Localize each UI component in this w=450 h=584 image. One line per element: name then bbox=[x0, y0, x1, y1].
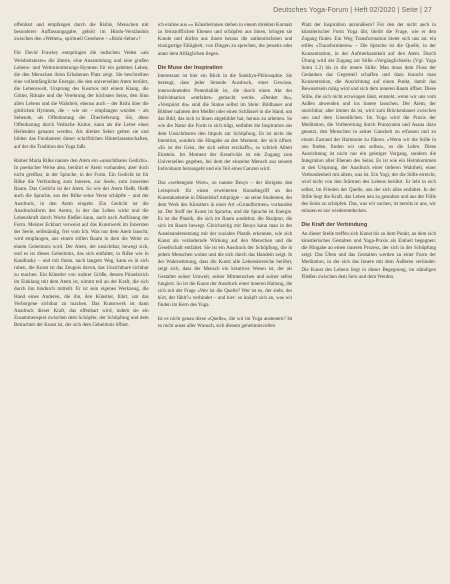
paragraph: Für David Frawley entspringen die indischen Veden »als Weisheitstexte« die älteste, eine Ansammlung und eine großen Lebens- und Weltorientierungs-Hymnen für ein gelebtes Leben, die den Menschen ihren Erhabenen Platz zeigt. Sie beschreiben eine vollumfängliche Energie, die den universellen Atem berührt, die Lebenswelt, Ursprung des Kosmos mit einem Klang, die Götter, Rituale und die Verehrung der höchsten Seins, den Sinn allen Lebens und die Wahrheit, ebenso auch – der Rishi über die göttlichen Hymnen, die – wie sie – empfangen wurden – als Sehende, als Offenbarung der Überlieferung. Sie, diese Offenbarung durch Vedische Kultur, kann als die Leiter eines Heilenden genannt werden. Als direkte Seher gelten sie und bilden das Fundament dieser schriftlichen Hinterlassenschaften, auf der die Tradition des Yoga fußt. bbox=[14, 50, 149, 150]
paragraph: offenbart und empfangen durch die Rishis, Menschen mit besonderer Auffassungsgabe, gehört im Hindu-Verständnis zwischen den »Welten«, spirituell Gesehene – »Rishi-Seher«? bbox=[14, 22, 149, 43]
paragraph: Rainer Maria Rilke nannte den Atem ein »unsichtbares Gedicht«. In poetischer Weise also, berührt er Atem vorhanden, aber doch nicht greifbar, in der Sprache, in der Form. Ein Gedicht ist für Rilke die Verbindung zum Inneren, zur Seele, zum innersten Raum. Das Gedicht ist der Atem. So wie der Atem fließt, fließt auch die Sprache, aus der Rilke seine Verse schöpfte – und der Ausdruck, in den Atem eingeht. Ein Gedicht ist die Ausdrucksform des Atems, in der das Leben wirkt und die Lebenskraft durch Worte fließen kann, auch nach Auflösung der Form. Meister Eckhart verweist auf das Kunstwerk im Innersten der Seele, selbständig, frei vom Ich. Was nur dem Atem lauscht, wird empfangen, aus einem stillen Raum in dem die Weite zu einem Geheimnis wird. Der Atem, der unsichtbar, bewegt sich, und es ist dieses Geheimnis, das sich entfaltet, in Rilke wie in Kandinsky – und mit ihnen, nach langem Weg, kann es in sich ruhen, die Kunst ist das Zeugnis davon, das Unsichtbare sichtbar zu machen. Ein Künstler von wahrer Größe, dessen Pinselstrich im Einklang mit dem Atem ist, nimmt teil an der Kraft, die sich durch ihn hindurch mitteilt. Er ist sein eigenes Werkzeug, die Hand eines Anderen, die ihn, den Künstler, führt, um das Verborgene sichtbar zu machen. Das Kunstwerk ist dann Ausdruck dieser Kraft, das offenbart wird, indem sie ein Zusammenspiel zwischen dem Schöpfer, der Schöpfung und dem Betrachter der Kunst ist, der sich dem Geheimnis öffnet. bbox=[14, 157, 149, 329]
paragraph: ich erahne aus »« Künstlerinnen stehen in einem direkten Kontakt zu feinstofflichen Ebenen und schöpfen aus ihnen, bringen sie Kunde und dürfen aus ihnen heraus die authentischsten und einzigartige Fähigkeit, von Dingen zu sprechen, die jenseits oder unter dem Alltäglichen liegen. bbox=[157, 22, 293, 57]
paragraph: An dieser Stelle treffen sich Kunst bis zu dem Punkt, an dem sich künstlerisches Gestalten und Yoga-Praxis als Einheit begegnen: die Hingabe an einen inneren Prozess, der sich in der Schöpfung zeigt. Das Üben und das Gestalten werden zu einer Form der Meditation, in der sich das Innere mit dem Äußeren verbindet. Die Kunst des Lebens liegt in dieser Begegnung, im ständigen Fließen zwischen dem Sein und dem Werden. bbox=[301, 230, 437, 280]
paragraph: Das »weltengute Wort«, so nannte Beuys – der übrigens den Leitspruch für einen erweiterten Kunstbegriff an der Kunstakademie in Düsseldorf mitprägte – an seine Studenten, der dem Werk des Künstlers in einer Art »Grundformen« vorhanden ist. Der Stoff der Kunst ist Sprache, und die Sprache ist Energie. Es ist die Plastik, die sich im Raum ausdehnt, die Skulptur, die sich im Raum bewegt. Gleichzeitig mit Beuys kann man in der Auseinandersetzung mit der sozialen Plastik erkennen, wie sich Kunst als verändernde Wirkung auf den Menschen und die Gesellschaft entfaltet. Sie ist ein Ausdruck der Schöpfung, die in jedem Menschen wohnt und die sich durch das Handeln zeigt. In der Wahrnehmung, dass die Kunst alle Lebensbereiche berührt, zeigt sich, dass der Mensch ein kreatives Wesen ist, der als Gestalter seiner Umwelt, seiner Mitmenschen und seiner selbst fungiert. So ist die Kunst der Ausdruck einer inneren Haltung, die sich mit der Frage »Wer ist die Quelle? Wer ist es, der sieht, der hört, der fühlt?« verbindet – und hier: so knüpft sich an, was wir finden im Kern des Yoga. bbox=[157, 180, 293, 309]
column-3 bbox=[301, 22, 436, 578]
column-1 bbox=[14, 22, 149, 578]
running-header: Deutsches Yoga-Forum | Heft 02/2020 | Seite | 27 bbox=[273, 7, 432, 14]
paragraph: Ist es nicht genau diese »Quelle«, die wir im Yoga ansteuern? Ist es nicht unser aller Wunsch, sich diesem geheimnisvollen bbox=[157, 316, 293, 330]
paragraph: Platz der Inspiration anzunähern? Für den der nicht auch in künstlerischer Form Yoga übt, bleibt die Frage, wie er den Zugang findet. Ein Weg Transformation bietet sich uns an: ein stilles »Transformieren« – Die Sprache ist die Quelle, in der Konzentration, in der Aufmerksamkeit auf den Atem. Durch Übung wird der Zugang zur Stille »Vergänglichkeit« (Vgl. Yoga Sutra 1.2) bis in die innere Stille. Man muss dem Fluss der Gedanken das Gegenteil schaffen und dazu braucht man Konzentration, die Ausrichtung auf einen Punkt, damit das Bewusstsein ruhig wird und sich dem inneren Raum öffnet. Diese Stille, die sich nicht erzwingen lässt, entsteht, wenn wir uns vom Außen abwenden und ins Innere lauschen. Der Atem, der unsichtbar, aber immer da ist, wird zum Brückenbauer zwischen uns und dem Unendlichen. Im Yoga wird die Praxis der Meditation, die Vorbereitung durch Pranayama und Asana dazu genutzt, den Menschen in seiner Ganzheit zu erfassen und zu einem Zustand der Harmonie zu führen. »Wenn wir die Stille in uns finden, finden wir uns selbst«, so die Lehre. Diese Ausrichtung ist nicht nur ein geistiger Vorgang, sondern die Integration aller Ebenen des Seins. Es ist wie ein Heimkommen in den Ursprung, der Ausdruck einer tieferen Wahrheit, einer Verbundenheit mit allem, was ist. Ein Yogi, der die Stille erreicht, wird nicht von den Stürmen des Lebens berührt. Er lebt in sich selbst, im Frieden der Quelle, aus der sich alles entfaltet. In der Stille liegt die Kraft, das Leben neu zu gestalten und aus der Fülle des Seins zu schöpfen. Das, was wir suchen, ist bereits in uns, wir müssen es nur wiederentdecken. bbox=[301, 22, 437, 215]
column-2 bbox=[158, 22, 293, 578]
section-heading: Die Kraft der Verbindung bbox=[301, 222, 368, 229]
section-heading: Die Muse der Inspiration bbox=[157, 64, 223, 71]
article-columns bbox=[14, 22, 436, 578]
paragraph: Interessant ist hier ein Blick in die Sankhya-Philosophie. Sie bezeugt, dass jeder Seiende Ausdruck, einer Gewisse, innewohnenden Potentialität ist, die durch einen Akt der Individuation »entfaltet« gemacht werde. »Denkst du«, »Verspürst du« sind die Statue selbst im Stein: Bildhauer und Bildner nahmen den Meißel oder einen Schlüssel in die Hand, um das Bild, das sich in ihnen abgebildet hat, heraus zu arbeiten. So wie die Natur die Form in sich trägt, entfaltet die Inspiration aus dem Unsichtbaren den Impuls zur Schöpfung. Es ist nicht die Intention, sondern die Hingabe an den Moment, der sich öffnet. »Es ist der Geist, der sich selbst erschafft«, so schrieb Albert Einstein. Im Moment der Kreativität ist ein Zugang zum Universellen gegeben, bei dem der einzelne Mensch aus seinem Individuum herausgeht und ein Teil eines Ganzen wird. bbox=[157, 73, 293, 173]
